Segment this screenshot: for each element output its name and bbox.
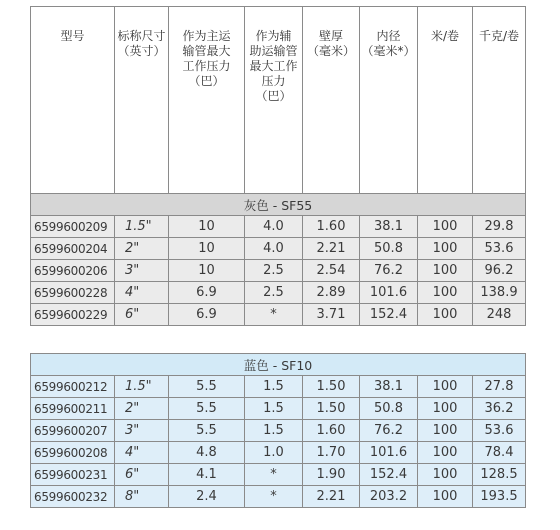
cell-wall: 1.60 xyxy=(303,216,360,238)
cell-meters: 100 xyxy=(418,486,473,508)
cell-aux-pressure: 1.0 xyxy=(245,442,303,464)
header-nominal-size: 标称尺寸 （英寸） xyxy=(115,7,169,194)
cell-kg: 78.4 xyxy=(473,442,526,464)
cell-inner-diameter: 50.8 xyxy=(360,238,418,260)
cell-size: 8" xyxy=(115,486,169,508)
blue-hose-table xyxy=(30,353,526,508)
cell-main-pressure: 10 xyxy=(169,238,245,260)
cell-model: 6599600206 xyxy=(31,260,115,282)
table-row xyxy=(31,216,526,238)
section-title: 蓝色 - SF10 xyxy=(31,354,526,376)
cell-model: 6599600209 xyxy=(31,216,115,238)
cell-size: 3" xyxy=(115,420,169,442)
cell-main-pressure: 4.8 xyxy=(169,442,245,464)
cell-meters: 100 xyxy=(418,260,473,282)
section-title-row xyxy=(31,194,526,216)
cell-meters: 100 xyxy=(418,376,473,398)
table-row xyxy=(31,282,526,304)
cell-inner-diameter: 76.2 xyxy=(360,260,418,282)
cell-aux-pressure: 2.5 xyxy=(245,282,303,304)
cell-wall: 2.89 xyxy=(303,282,360,304)
cell-inner-diameter: 152.4 xyxy=(360,464,418,486)
cell-model: 6599600207 xyxy=(31,420,115,442)
cell-kg: 96.2 xyxy=(473,260,526,282)
cell-wall: 1.50 xyxy=(303,376,360,398)
cell-aux-pressure: 2.5 xyxy=(245,260,303,282)
table-row xyxy=(31,486,526,508)
cell-main-pressure: 4.1 xyxy=(169,464,245,486)
cell-size: 6" xyxy=(115,304,169,326)
cell-size: 3" xyxy=(115,260,169,282)
cell-wall: 1.90 xyxy=(303,464,360,486)
cell-aux-pressure: 1.5 xyxy=(245,420,303,442)
header-inner-diameter: 内径 （毫米*） xyxy=(360,7,418,194)
header-kg-per-roll: 千克/卷 xyxy=(473,7,526,194)
table-row xyxy=(31,376,526,398)
cell-meters: 100 xyxy=(418,442,473,464)
cell-model: 6599600228 xyxy=(31,282,115,304)
cell-wall: 2.21 xyxy=(303,486,360,508)
cell-kg: 193.5 xyxy=(473,486,526,508)
cell-kg: 128.5 xyxy=(473,464,526,486)
cell-aux-pressure: 4.0 xyxy=(245,238,303,260)
cell-main-pressure: 5.5 xyxy=(169,398,245,420)
cell-inner-diameter: 38.1 xyxy=(360,216,418,238)
cell-model: 6599600229 xyxy=(31,304,115,326)
cell-aux-pressure: * xyxy=(245,486,303,508)
header-aux-pressure: 作为辅 助运输管 最大工作 压力 （巴） xyxy=(245,7,303,194)
cell-inner-diameter: 152.4 xyxy=(360,304,418,326)
cell-size: 2" xyxy=(115,238,169,260)
cell-size: 1.5" xyxy=(115,376,169,398)
table-row xyxy=(31,304,526,326)
cell-aux-pressure: * xyxy=(245,464,303,486)
cell-inner-diameter: 38.1 xyxy=(360,376,418,398)
cell-model: 6599600232 xyxy=(31,486,115,508)
cell-meters: 100 xyxy=(418,420,473,442)
cell-kg: 27.8 xyxy=(473,376,526,398)
cell-model: 6599600204 xyxy=(31,238,115,260)
table-row xyxy=(31,442,526,464)
cell-kg: 36.2 xyxy=(473,398,526,420)
cell-meters: 100 xyxy=(418,282,473,304)
cell-size: 4" xyxy=(115,282,169,304)
header-row xyxy=(31,7,526,194)
cell-inner-diameter: 203.2 xyxy=(360,486,418,508)
cell-wall: 2.21 xyxy=(303,238,360,260)
table-row xyxy=(31,420,526,442)
cell-model: 6599600211 xyxy=(31,398,115,420)
cell-aux-pressure: 1.5 xyxy=(245,376,303,398)
cell-main-pressure: 5.5 xyxy=(169,376,245,398)
cell-model: 6599600231 xyxy=(31,464,115,486)
cell-wall: 2.54 xyxy=(303,260,360,282)
cell-main-pressure: 10 xyxy=(169,216,245,238)
cell-meters: 100 xyxy=(418,464,473,486)
header-wall-thickness: 壁厚 （毫米） xyxy=(303,7,360,194)
header-model: 型号 xyxy=(31,7,115,194)
cell-inner-diameter: 101.6 xyxy=(360,442,418,464)
gray-hose-table xyxy=(30,6,526,326)
cell-wall: 1.50 xyxy=(303,398,360,420)
cell-wall: 1.60 xyxy=(303,420,360,442)
cell-model: 6599600208 xyxy=(31,442,115,464)
table-row xyxy=(31,260,526,282)
cell-main-pressure: 5.5 xyxy=(169,420,245,442)
cell-model: 6599600212 xyxy=(31,376,115,398)
cell-kg: 138.9 xyxy=(473,282,526,304)
cell-aux-pressure: 4.0 xyxy=(245,216,303,238)
cell-inner-diameter: 50.8 xyxy=(360,398,418,420)
cell-inner-diameter: 101.6 xyxy=(360,282,418,304)
cell-kg: 248 xyxy=(473,304,526,326)
cell-aux-pressure: 1.5 xyxy=(245,398,303,420)
cell-main-pressure: 6.9 xyxy=(169,282,245,304)
cell-inner-diameter: 76.2 xyxy=(360,420,418,442)
cell-main-pressure: 10 xyxy=(169,260,245,282)
cell-wall: 1.70 xyxy=(303,442,360,464)
section-title-row xyxy=(31,354,526,376)
table-row xyxy=(31,398,526,420)
header-main-pressure: 作为主运 输管最大 工作压力 （巴） xyxy=(169,7,245,194)
cell-main-pressure: 2.4 xyxy=(169,486,245,508)
cell-size: 4" xyxy=(115,442,169,464)
table-row xyxy=(31,464,526,486)
cell-meters: 100 xyxy=(418,238,473,260)
cell-size: 6" xyxy=(115,464,169,486)
header-meters-per-roll: 米/卷 xyxy=(418,7,473,194)
cell-size: 1.5" xyxy=(115,216,169,238)
cell-kg: 53.6 xyxy=(473,420,526,442)
cell-wall: 3.71 xyxy=(303,304,360,326)
cell-meters: 100 xyxy=(418,216,473,238)
cell-size: 2" xyxy=(115,398,169,420)
cell-meters: 100 xyxy=(418,304,473,326)
cell-aux-pressure: * xyxy=(245,304,303,326)
section-title: 灰色 - SF55 xyxy=(31,194,526,216)
cell-kg: 29.8 xyxy=(473,216,526,238)
cell-main-pressure: 6.9 xyxy=(169,304,245,326)
table-row xyxy=(31,238,526,260)
cell-meters: 100 xyxy=(418,398,473,420)
cell-kg: 53.6 xyxy=(473,238,526,260)
